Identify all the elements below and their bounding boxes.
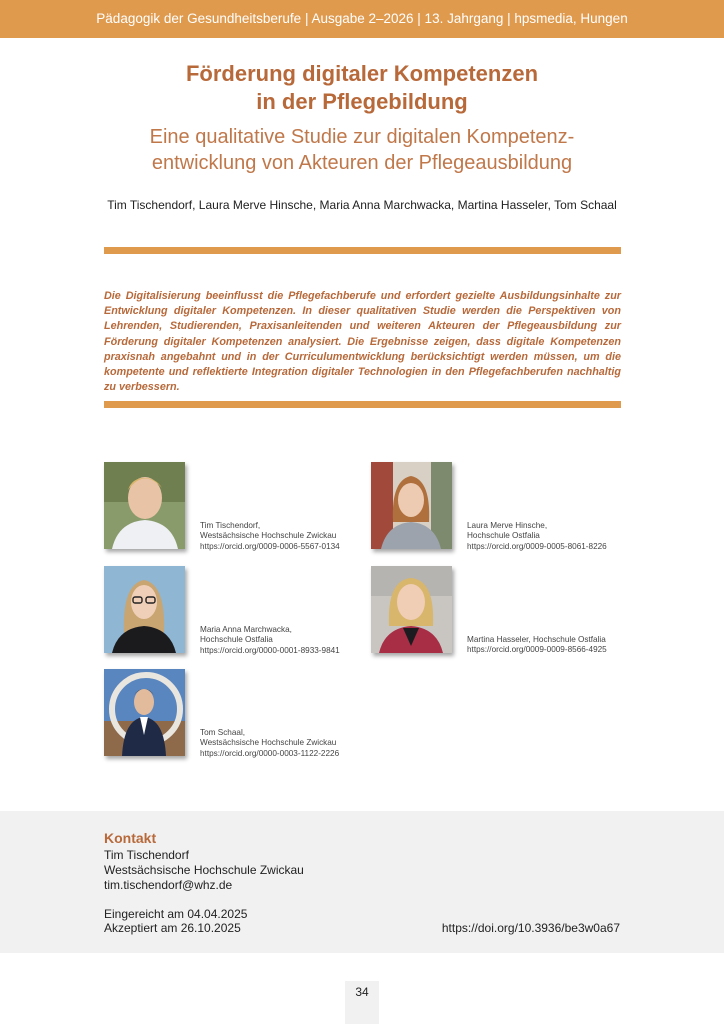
author-photo-tischendorf — [104, 462, 185, 549]
author-photo-hinsche — [371, 462, 452, 549]
author-photo-marchwacka — [104, 566, 185, 653]
caption-schaal: Tom Schaal, Westsächsische Hochschule Zwickau https://orcid.org/0000-0003-1122-2226 — [200, 728, 340, 758]
caption-hinsche: Laura Merve Hinsche, Hochschule Ostfalia https://orcid.org/0009-0005-8061-8226 — [467, 521, 607, 551]
divider-bottom — [104, 401, 621, 408]
journal-header: Pädagogik der Gesundheitsberufe | Ausgabe 2–2026 | 13. Jahrgang | hpsmedia, Hungen — [0, 0, 724, 38]
article-title — [0, 60, 724, 116]
article-subtitle — [0, 124, 724, 176]
contact-institution: Westsächsische Hochschule Zwickau — [104, 863, 304, 877]
contact-heading: Kontakt — [104, 830, 157, 846]
submitted-date: Eingereicht am 04.04.2025 — [104, 907, 248, 921]
author-photo-schaal — [104, 669, 185, 756]
doi-link[interactable]: https://doi.org/10.3936/be3w0a67 — [441, 921, 620, 935]
subtitle-line-2: entwicklung von Akteuren der Pflegeausbildung — [151, 152, 573, 174]
title-line-1: Förderung digitaler Kompetenzen — [185, 61, 539, 86]
contact-name: Tim Tischendorf — [104, 848, 189, 862]
accepted-date: Akzeptiert am 26.10.2025 — [104, 921, 241, 935]
abstract: Die Digitalisierung beeinflusst die Pflegefachberufe und erfordert gezielte Ausbildungsinhalte zur Entwicklung digitaler Kompetenzen. In dieser qualitativen Studie werden die Perspektiven von Lehrenden, Studierenden, Praxisanleitenden und weiteren Akteuren der Pflegeausbildung zur Förderung digitaler Kompetenzen analysiert. Die Ergebnisse zeigen, dass digitale Kompetenzen praxisnah angebahnt und in der Curriculumentwicklung berücksichtigt werden müssen, um die kompetente und reflektierte Integration digitaler Technologien in den Pflegefachberufen nachhaltig zu verbessern. — [104, 290, 621, 394]
author-photo-hasseler — [371, 566, 452, 653]
caption-hasseler: Martina Hasseler, Hochschule Ostfalia https://orcid.org/0009-0009-8566-4925 — [467, 635, 607, 655]
caption-tischendorf: Tim Tischendorf, Westsächsische Hochschule Zwickau https://orcid.org/0009-0006-5567-0134 — [200, 521, 340, 551]
caption-marchwacka: Maria Anna Marchwacka, Hochschule Ostfalia https://orcid.org/0000-0001-8933-9841 — [200, 625, 340, 655]
divider-top — [104, 247, 621, 254]
contact-email[interactable]: tim.tischendorf@whz.de — [104, 878, 233, 892]
title-line-2: in der Pflegebildung — [256, 89, 468, 114]
subtitle-line-1: Eine qualitative Studie zur digitalen Kompetenz- — [149, 126, 575, 148]
page-number: 34 — [345, 981, 379, 1024]
author-list: Tim Tischendorf, Laura Merve Hinsche, Maria Anna Marchwacka, Martina Hasseler, Tom Schaal — [107, 198, 617, 212]
